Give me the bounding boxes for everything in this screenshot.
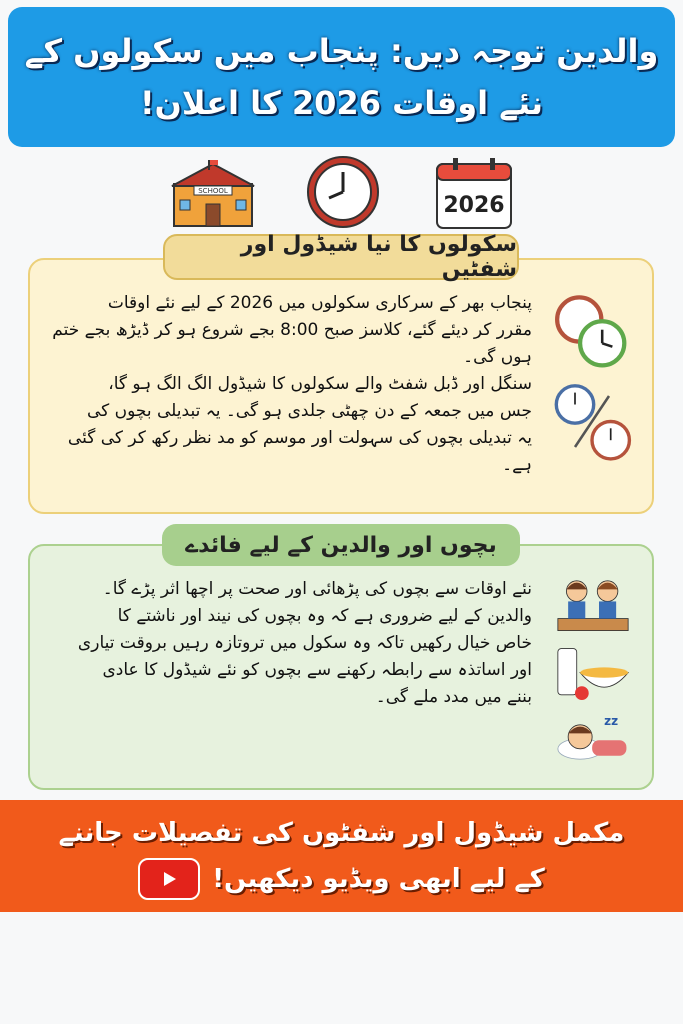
benefits-line: نئے اوقات سے بچوں کی پڑھائی اور صحت پر اچھا اثر پڑے گا۔ xyxy=(102,579,532,599)
calendar-year-text: 2026 xyxy=(443,193,505,218)
schedule-line: یہ تبدیلی بچوں کی سہولت اور موسم کو مد نظر رکھ کر کی گئی ہے۔ xyxy=(67,428,532,475)
shift-clocks-icon xyxy=(542,294,642,464)
benefits-heading: بچوں اور والدین کے لیے فائدے xyxy=(162,524,520,566)
title-banner xyxy=(8,7,675,147)
school-sign-text: SCHOOL xyxy=(198,187,228,195)
title-line-1: والدین توجہ دیں: پنجاب میں سکولوں کے xyxy=(24,32,659,70)
breakfast-icon xyxy=(548,640,638,700)
benefits-text xyxy=(44,576,532,711)
benefits-section xyxy=(28,524,654,790)
benefits-panel xyxy=(28,544,654,790)
icons-row xyxy=(0,152,683,232)
school-building-icon xyxy=(170,160,256,228)
benefits-line: خاص خیال رکھیں تاکہ وہ سکول میں تروتازہ رہیں بروقت تیاری xyxy=(77,633,532,653)
svg-text:zz: zz xyxy=(604,713,619,728)
schedule-panel xyxy=(28,258,654,514)
cta-line-2: کے لیے ابھی ویڈیو دیکھیں! xyxy=(212,864,545,894)
sleeping-child-icon xyxy=(548,706,638,766)
schedule-line: پنجاب بھر کے سرکاری سکولوں میں 2026 کے لیے نئے اوقات xyxy=(107,293,532,313)
happy-children-icon xyxy=(548,574,638,634)
schedule-heading: سکولوں کا نیا شیڈول اور شفٹیں xyxy=(163,234,519,280)
youtube-play-icon[interactable] xyxy=(138,858,200,900)
schedule-line: سنگل اور ڈبل شفٹ والے سکولوں کا شیڈول الگ الگ ہو گا، xyxy=(108,374,532,394)
schedule-line: مقرر کر دیئے گئے، کلاسز صبح 8:00 بجے شروع ہو کر ڈیڑھ بجے ختم ہوں گی۔ xyxy=(52,320,532,367)
cta-line-1: مکمل شیڈول اور شفٹوں کی تفصیلات جاننے xyxy=(58,818,625,848)
calendar-icon xyxy=(435,156,513,230)
title-line-2: نئے اوقات 2026 کا اعلان! xyxy=(139,84,544,122)
benefits-line: اور اساتذہ سے رابطہ رکھنے سے بچوں کو نئے شیڈول کا عادی xyxy=(102,660,532,680)
main-content xyxy=(28,234,654,912)
schedule-section xyxy=(28,234,654,514)
cta-line-2-row xyxy=(138,856,545,902)
schedule-text xyxy=(44,290,532,479)
schedule-line: جس میں جمعہ کے دن چھٹی جلدی ہو گی۔ یہ تبدیلی بچوں کی xyxy=(86,401,532,421)
benefits-line: بننے میں مدد ملے گی۔ xyxy=(375,687,532,707)
clock-icon xyxy=(305,154,381,230)
benefits-line: والدین کے لیے ضروری ہے کہ وہ بچوں کی نیند اور ناشتے کا xyxy=(117,606,532,626)
video-cta-banner[interactable] xyxy=(0,800,683,912)
